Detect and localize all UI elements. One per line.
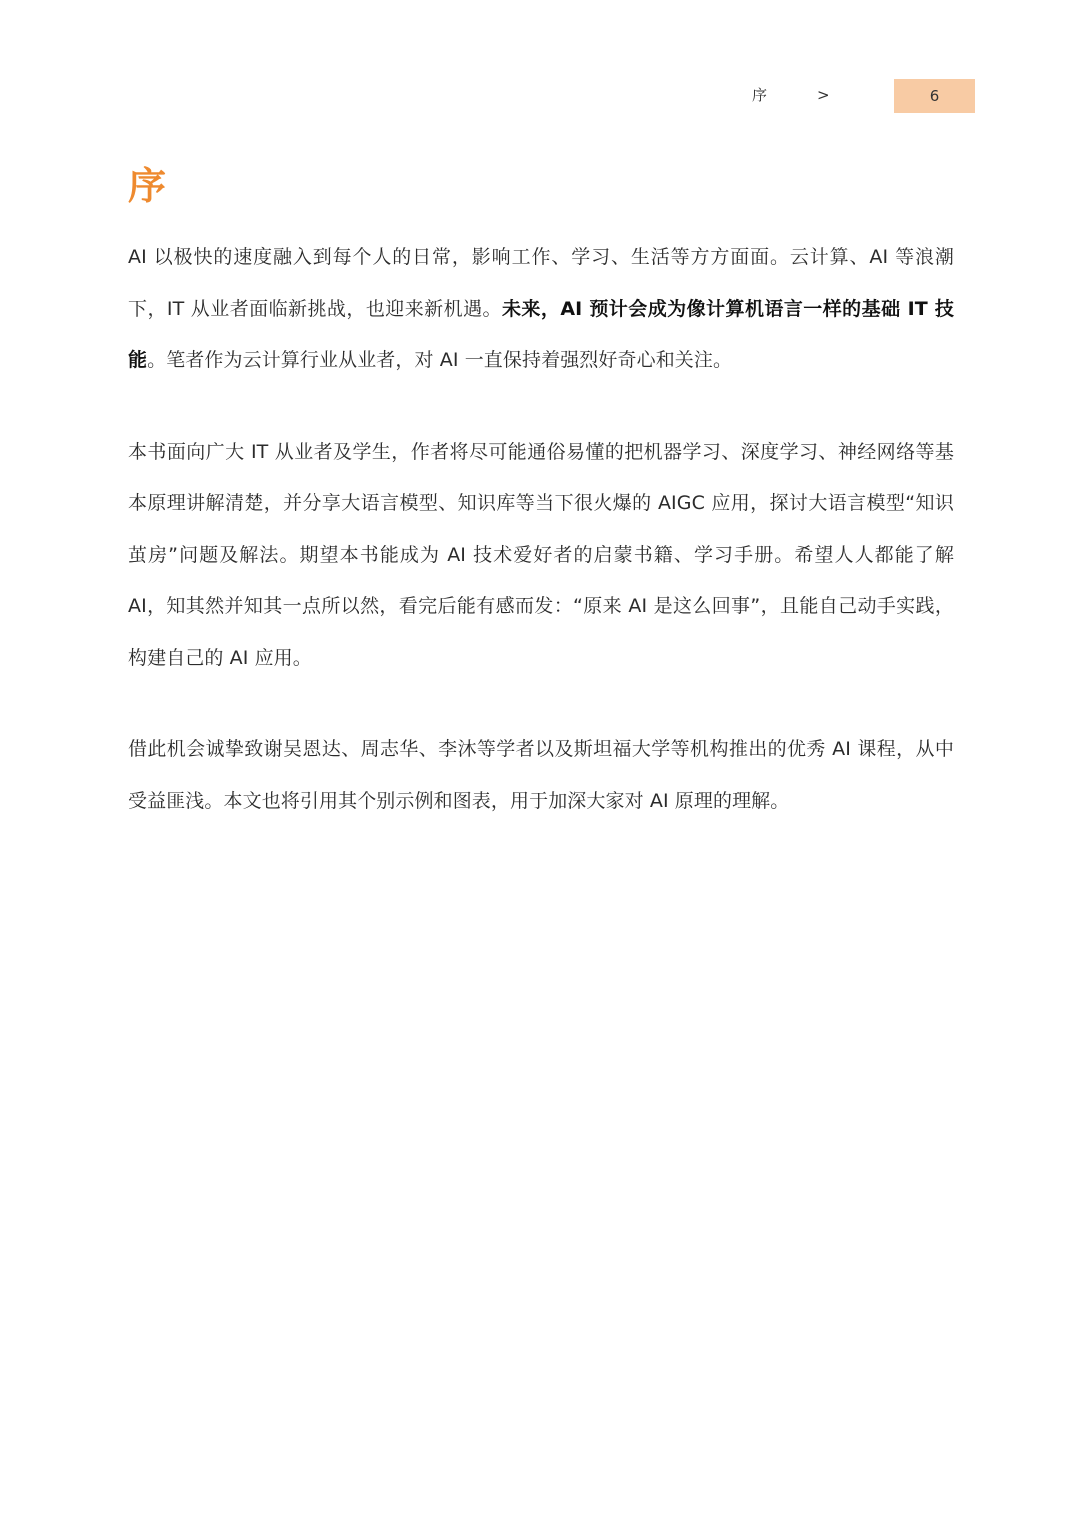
breadcrumb-separator: > [817, 86, 830, 104]
page-number-badge: 6 [894, 79, 975, 113]
page-header [0, 79, 1080, 113]
chapter-title: 序 [128, 164, 167, 208]
breadcrumb-section: 序 [752, 86, 768, 104]
paragraph-audience: 本书面向广大 IT 从业者及学生，作者将尽可能通俗易懂的把机器学习、深度学习、神经网络等基本原理讲解清楚，并分享大语言模型、知识库等当下很火爆的 AIGC 应用，探讨大语言模型“知识茧房”问题及解法。期望本书能成为 AI 技术爱好者的启蒙书籍、学习手册。希望人人都能了解 AI，知其然并知其一点所以然，看完后能有感而发：“原来 AI 是这么回事”，且能自己动手实践，构建自己的 AI 应用。 [128, 440, 954, 669]
paragraph-intro-text-end: 。笔者作为云计算行业从业者，对 AI 一直保持着强烈好奇心和关注。 [147, 349, 733, 371]
paragraph-intro-emphasis: 未来，AI 预计会成为像计算机语言一样的基础 IT 技能 [128, 297, 954, 371]
paragraph-acknowledgements: 借此机会诚挚致谢吴恩达、周志华、李沐等学者以及斯坦福大学等机构推出的优秀 AI 课程，从中受益匪浅。本文也将引用其个别示例和图表，用于加深大家对 AI 原理的理解。 [128, 738, 954, 812]
paragraph-intro-text: AI 以极快的速度融入到每个人的日常，影响工作、学习、生活等方方面面。云计算、AI 等浪潮下，IT 从业者面临新挑战，也迎来新机遇。 [128, 246, 954, 320]
paragraph-intro [128, 232, 954, 387]
body-content [128, 232, 954, 867]
